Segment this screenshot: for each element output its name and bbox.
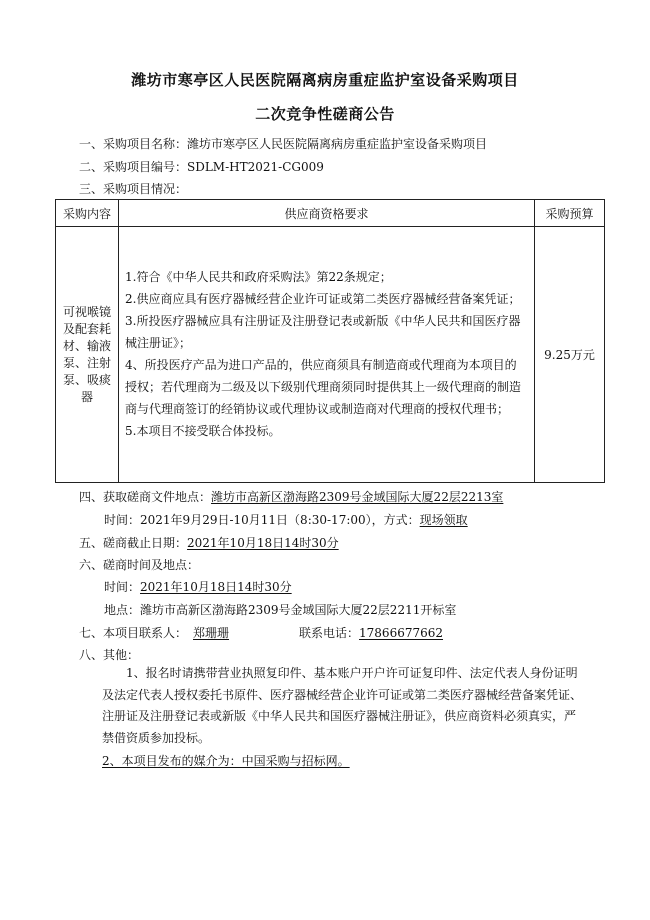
page-title: 潍坊市寒亭区人民医院隔离病房重症监护室设备采购项目	[131, 71, 519, 89]
doc-pickup-mode: 现场领取	[419, 513, 468, 527]
consult-time-line	[104, 578, 292, 595]
table-row	[56, 227, 605, 483]
contact-phone: 17866677662	[359, 626, 444, 640]
requirement-1: 1.符合《中华人民共和政府采购法》第22条规定；	[125, 269, 392, 284]
doc-pickup-time-label: 时间：	[104, 513, 141, 527]
other-heading: 八、其他：	[79, 648, 140, 662]
doc-pickup-time-line	[104, 511, 468, 528]
header-item: 采购内容	[56, 200, 119, 227]
doc-pickup-place: 潍坊市高新区渤海路2309号金域国际大厦22层2213室	[211, 490, 504, 504]
requirement-2: 2.供应商应具有医疗器械经营企业许可证或第二类医疗器械经营备案凭证；	[125, 291, 521, 306]
procurement-table	[55, 199, 605, 483]
table-header-row	[56, 200, 605, 227]
consult-time-label: 时间：	[104, 580, 141, 594]
project-name-line: 一、采购项目名称：潍坊市寒亭区人民医院隔离病房重症监护室设备采购项目	[79, 137, 488, 151]
requirement-3: 3.所投医疗器械应具有注册证及注册登记表或新版《中华人民共和国医疗器械注册证》；	[125, 313, 521, 350]
page-subtitle: 二次竞争性磋商公告	[255, 105, 395, 123]
project-number-line: 二、采购项目编号：SDLM-HT2021-CG009	[79, 160, 324, 174]
budget-cell: 9.25万元	[535, 227, 605, 483]
header-requirements: 供应商资格要求	[119, 200, 535, 227]
requirement-5: 5.本项目不接受联合体投标。	[125, 423, 281, 438]
contact-phone-label: 联系电话：	[299, 626, 360, 640]
consult-heading: 六、磋商时间及地点：	[79, 558, 200, 572]
other-item-1: 1、报名时请携带营业执照复印件、基本账户开户许可证复印件、法定代表人身份证明及法定代表人授权委托书原件、医疗器械经营企业许可证或第二类医疗器械经营备案凭证、注册证及注册登记表或新版《中华人民共和国医疗器械注册证》，供应商资料必须真实，严禁借资质参加投标。	[102, 666, 583, 745]
deadline-date: 2021年10月18日14时30分	[187, 536, 339, 550]
requirement-4: 4、所投医疗产品为进口产品的，供应商须具有制造商或代理商为本项目的授权；若代理商为二级及以下级别代理商须同时提供其上一级代理商的制造商与代理商签订的经销协议或代理协议或制造商对代理商的授权代理书；	[125, 357, 522, 416]
consult-time: 2021年10月18日14时30分	[140, 580, 292, 594]
consult-place: 地点：潍坊市高新区渤海路2309号金域国际大厦22层2211开标室	[104, 603, 457, 617]
contact-line	[79, 624, 443, 641]
deadline-label: 五、磋商截止日期：	[79, 536, 188, 550]
doc-pickup-line	[79, 488, 503, 505]
doc-pickup-label: 四、获取磋商文件地点：	[79, 490, 212, 504]
deadline-line	[79, 534, 339, 551]
contact-name: 郑珊珊	[193, 626, 230, 640]
doc-pickup-time: 2021年9月29日-10月11日（8:30-17:00），	[140, 513, 384, 527]
project-info-heading: 三、采购项目情况：	[79, 182, 188, 196]
item-cell: 可视喉镜及配套耗材、输液泵、注射泵、吸痰器	[56, 227, 119, 483]
header-budget: 采购预算	[535, 200, 605, 227]
other-item-2: 2、本项目发布的媒介为：中国采购与招标网。	[102, 754, 350, 768]
doc-pickup-mode-label: 方式：	[383, 513, 420, 527]
contact-label: 七、本项目联系人：	[79, 626, 188, 640]
requirements-cell	[119, 227, 535, 483]
